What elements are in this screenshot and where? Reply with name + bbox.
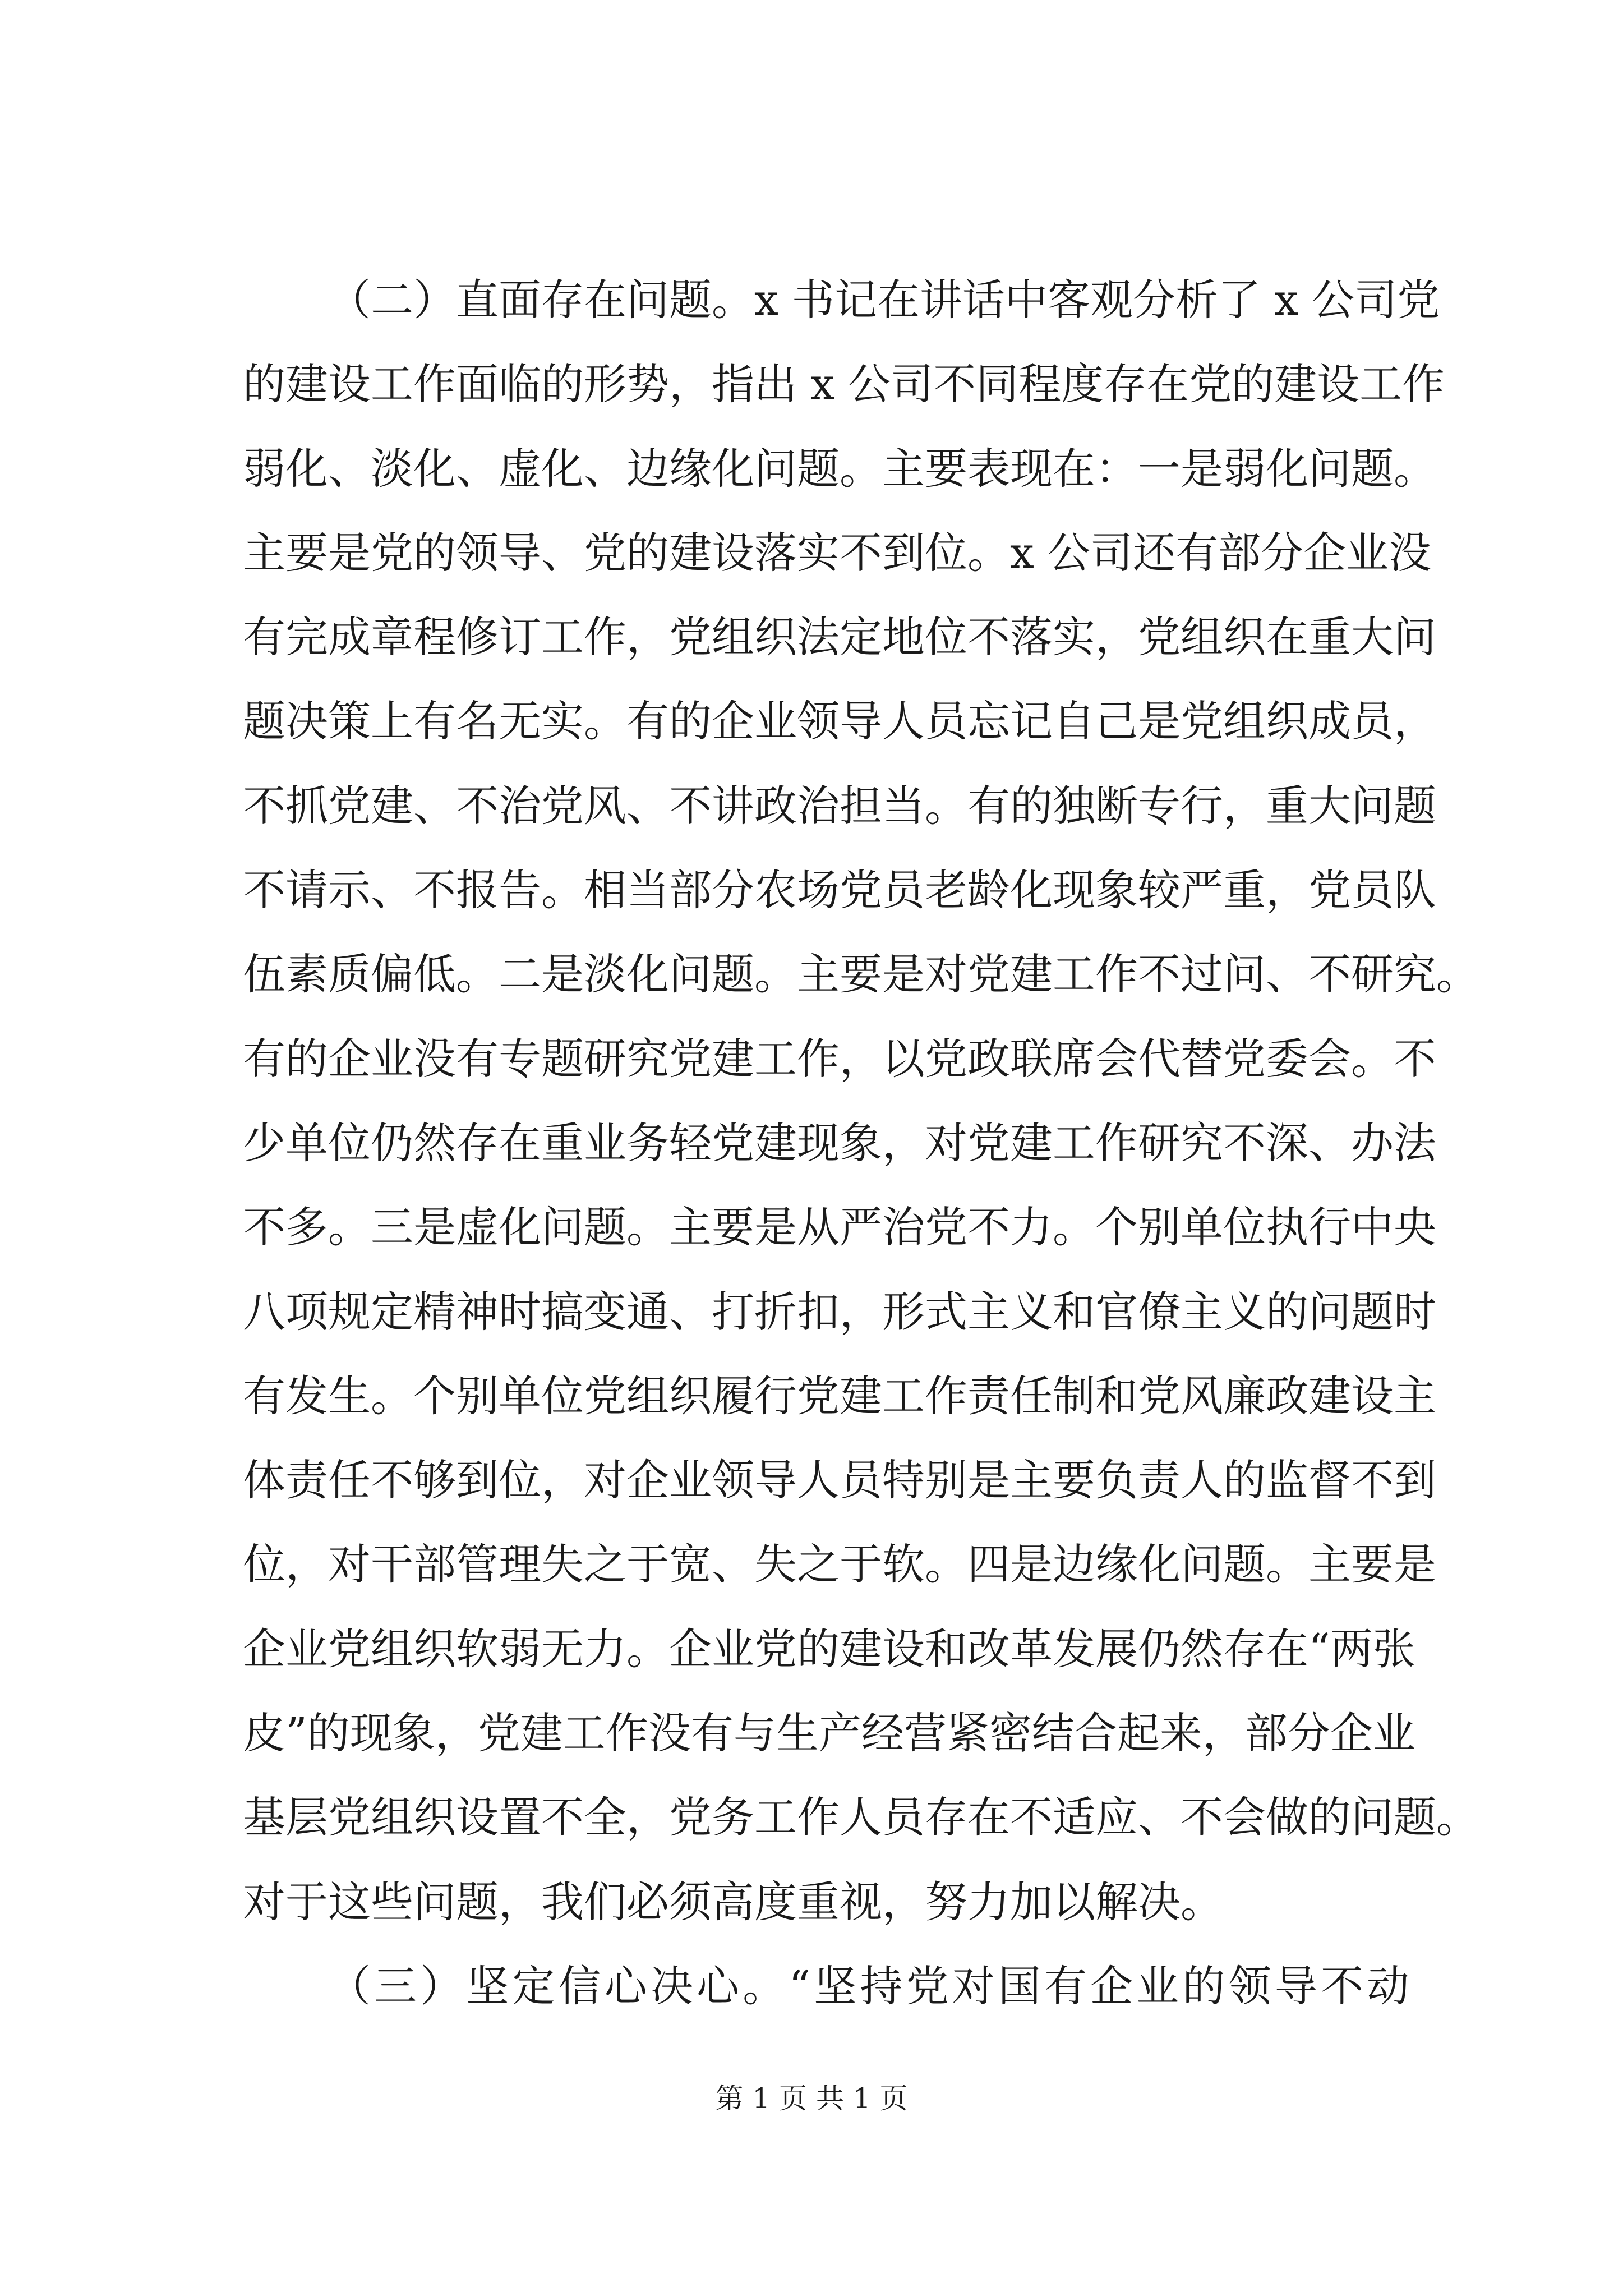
paragraph-line: 体责任不够到位，对企业领导人员特别是主要负责人的监督不到: [243, 1455, 1436, 1506]
body-text: [243, 258, 1479, 2028]
paragraph-line: 不抓党建、不治党风、不讲政治担当。有的独断专行，重大问题: [243, 780, 1436, 831]
paragraph-line: 皮”的现象，党建工作没有与生产经营紧密结合起来，部分企业: [243, 1708, 1415, 1759]
paragraph-line: 少单位仍然存在重业务轻党建现象，对党建工作研究不深、办法: [243, 1117, 1436, 1168]
page-footer: 第 1 页 共 1 页: [715, 2082, 908, 2115]
paragraph-line: 有的企业没有专题研究党建工作，以党政联席会代替党委会。不: [243, 1033, 1436, 1084]
paragraph-line: 弱化、淡化、虚化、边缘化问题。主要表现在：一是弱化问题。: [243, 443, 1436, 494]
paragraph-line: 企业党组织软弱无力。企业党的建设和改革发展仍然存在“两张: [243, 1623, 1415, 1674]
paragraph-line: 基层党组织设置不全，党务工作人员存在不适应、不会做的问题。: [243, 1792, 1479, 1843]
paragraph-line: （三）坚定信心决心。“坚持党对国有企业的领导不动: [328, 1961, 1409, 2011]
paragraph-line: （二）直面存在问题。x 书记在讲话中客观分析了 x 公司党: [328, 275, 1440, 325]
paragraph-line: 伍素质偏低。二是淡化问题。主要是对党建工作不过问、不研究。: [243, 949, 1479, 1000]
paragraph-line: 对于这些问题，我们必须高度重视，努力加以解决。: [243, 1876, 1223, 1927]
paragraph-line: 位，对干部管理失之于宽、失之于软。四是边缘化问题。主要是: [243, 1539, 1436, 1590]
paragraph-line: 的建设工作面临的形势，指出 x 公司不同程度存在党的建设工作: [243, 359, 1445, 409]
paragraph-line: 不请示、不报告。相当部分农场党员老龄化现象较严重，党员队: [243, 865, 1436, 915]
paragraph-line: 主要是党的领导、党的建设落实不到位。x 公司还有部分企业没: [243, 527, 1432, 578]
paragraph-line: 八项规定精神时搞变通、打折扣，形式主义和官僚主义的问题时: [243, 1286, 1436, 1337]
paragraph-line: 不多。三是虚化问题。主要是从严治党不力。个别单位执行中央: [243, 1202, 1436, 1253]
paragraph-line: 题决策上有名无实。有的企业领导人员忘记自己是党组织成员，: [243, 696, 1436, 747]
paragraph-line: 有完成章程修订工作，党组织法定地位不落实，党组织在重大问: [243, 612, 1436, 662]
paragraph-line: 有发生。个别单位党组织履行党建工作责任制和党风廉政建设主: [243, 1370, 1436, 1421]
